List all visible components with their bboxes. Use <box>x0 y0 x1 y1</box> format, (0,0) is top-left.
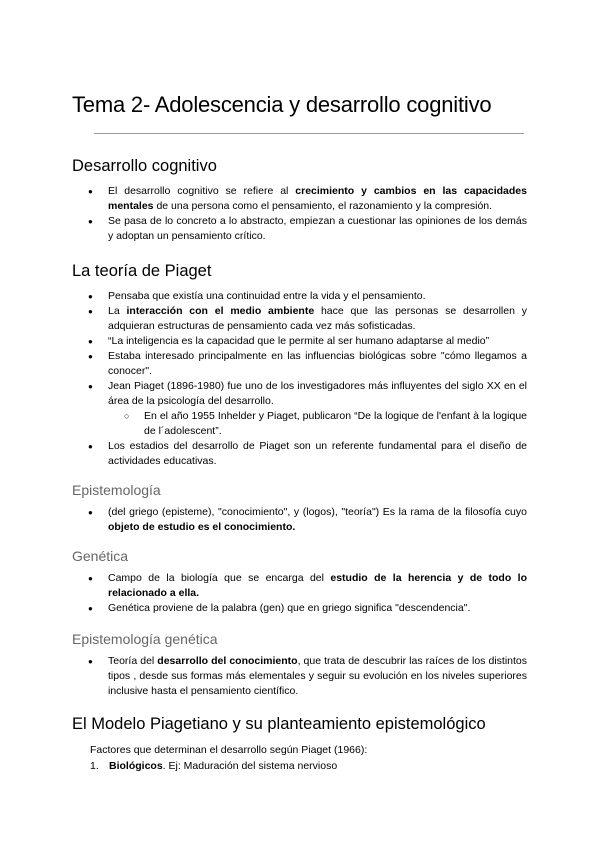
list-epistemologia-genetica <box>108 654 527 699</box>
list-item: ● Campo de la biología que se encarga del estudio de la herencia y de todo lo relacionado a ella. <box>108 571 527 601</box>
list-item: ● Se pasa de lo concreto a lo abstracto, empiezan a cuestionar las opiniones de los demás y adoptan un pensamiento crítico. <box>108 214 527 244</box>
page-title: Tema 2- Adolescencia y desarrollo cognitivo <box>72 92 492 117</box>
list-item: ● Estaba interesado principalmente en las influencias biológicas sobre "cómo llegamos a conocer". <box>108 349 527 379</box>
list-epistemologia <box>108 505 527 535</box>
list-item: ● Genética proviene de la palabra (gen) que en griego significa "descendencia". <box>108 601 527 616</box>
list-item: ● El desarrollo cognitivo se refiere al crecimiento y cambios en las capacidades mentales de una persona como el pensamiento, el razonamiento y la compresión. <box>108 184 527 214</box>
list-item: ● “La inteligencia es la capacidad que le permite al ser humano adaptarse al medio” <box>108 334 527 349</box>
heading-desarrollo-cognitivo: Desarrollo cognitivo <box>72 157 217 175</box>
list-item: ● Pensaba que existía una continuidad entre la vida y el pensamiento. <box>108 289 527 304</box>
sub-list <box>108 409 527 439</box>
heading-epistemologia-genetica: Epistemología genética <box>72 631 218 647</box>
heading-epistemologia: Epistemología <box>72 482 161 498</box>
list-item: ● Jean Piaget (1896-1980) fue uno de los investigadores más influyentes del siglo XX en el área de la psicología del desarrollo. ○ En el año 1955 Inhelder y Piaget, publicaron “De la logique de l'enfant à la logique de l´adolescent”. <box>108 379 527 439</box>
sub-list-item: ○ En el año 1955 Inhelder y Piaget, publicaron “De la logique de l'enfant à la logique de l´adolescent”. <box>144 409 527 439</box>
heading-genetica: Genética <box>72 548 129 564</box>
list-item: ● La interacción con el medio ambiente hace que las personas se desarrollen y adquieran estructuras de pensamiento cada vez más sofisticadas. <box>108 304 527 334</box>
numbered-item-1: 1. Biológicos. Ej: Maduración del sistema nervioso <box>90 760 338 772</box>
factors-intro: Factores que determinan el desarrollo según Piaget (1966): <box>90 744 368 756</box>
list-desarrollo-cognitivo <box>108 184 527 244</box>
heading-modelo-piagetiano: El Modelo Piagetiano y su planteamiento epistemológico <box>72 715 486 733</box>
list-item: ● (del griego (episteme), "conocimiento", y (logos), "teoría") Es la rama de la filosofía cuyo objeto de estudio es el conocimiento. <box>108 505 527 535</box>
list-teoria-piaget <box>108 289 527 469</box>
title-divider <box>94 133 524 134</box>
list-item: ● Teoría del desarrollo del conocimiento, que trata de descubrir las raíces de los distintos tipos , desde sus formas más elementales y seguir su evolución en los niveles superiores inclusive hasta el pensamiento científico. <box>108 654 527 699</box>
list-item: ● Los estadios del desarrollo de Piaget son un referente fundamental para el diseño de actividades educativas. <box>108 439 527 469</box>
heading-teoria-piaget: La teoría de Piaget <box>72 262 212 280</box>
list-genetica <box>108 571 527 616</box>
